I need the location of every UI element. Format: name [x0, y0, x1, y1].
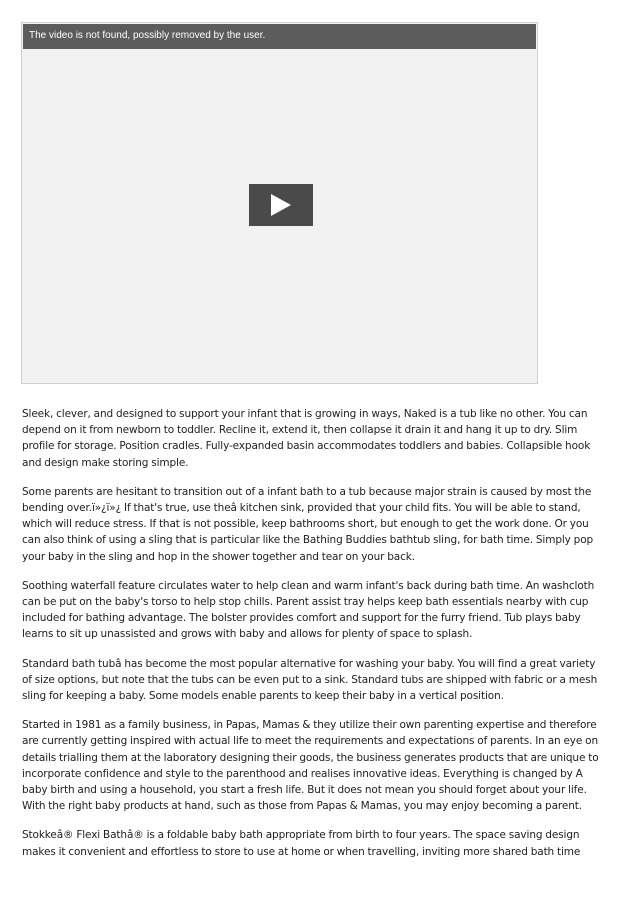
article-paragraph: Some parents are hesitant to transition out of a infant bath to a tub because major strain is caused by most the bending over.ï»¿ï»¿ If that's true, use theâ kitchen sink, provided that your child fits. You will be able to stand, which will reduce stress. If that is not possible, keep bathrooms short, but enough to get the work done. Or you can also think of using a sling that is particular like the Bathing Buddies bathtub sling, for bath time. Simply pop your baby in the sling and hop in the shower together and tear on your back. — [22, 485, 594, 563]
article-body — [22, 406, 606, 873]
article-paragraph: Standard bath tubâ has become the most popular alternative for washing your baby. You will find a great variety of size options, but note that the tubs can be even put to a sink. Standard tubs are shipped with fabric or a mesh sling for keeping a baby. Some models enable parents to keep their baby in a vertical position. — [22, 657, 598, 703]
article-paragraph: Stokkeâ® Flexi Bathâ® is a foldable baby bath appropriate from birth to four years. The space saving design makes it convenient and effortless to store to use at home or when travelling, inviting more shared bath time — [22, 829, 581, 858]
play-icon — [271, 194, 291, 216]
article-paragraph: Sleek, clever, and designed to support your infant that is growing in ways, Naked is a tub like no other. You can depend on it from newborn to toddler. Recline it, extend it, then collapse it drain it and hang it up to dry. Slim profile for storage. Position cradles. Fully-expanded basin accommodates toddlers and babies. Collapsible hook and design make storing simple. — [22, 408, 591, 469]
video-not-found-message: The video is not found, possibly removed by the user. — [29, 30, 266, 41]
article-paragraph: Started in 1981 as a family business, in Papas, Mamas & they utilize their own parenting expertise and therefore are currently getting inspired with actual life to meet the requirements and expectations of parents. In an eye on details trialling them at the laboratory designing their goods, the business generates products that are unique to incorporate confidence and style to the parenthood and realises innovative ideas. Everything is changed by A baby birth and using a household, you start a fresh life. But it does not mean you should forget about your life. With the right baby products at hand, such as those from Papas & Mamas, you may enjoy becoming a parent. — [22, 719, 599, 813]
video-error-bar — [23, 24, 536, 49]
play-button[interactable] — [249, 184, 313, 226]
video-embed[interactable] — [21, 22, 538, 384]
article-paragraph: Soothing waterfall feature circulates water to help clean and warm infant's back during bath time. An washcloth can be put on the baby's torso to help stop chills. Parent assist tray helps keep bath essentials nearby with cup included for bathing advantage. The bolster provides comfort and support for the furry friend. Tub plays baby learns to sit up unassisted and grows with baby and allows for plenty of space to splash. — [22, 579, 595, 641]
